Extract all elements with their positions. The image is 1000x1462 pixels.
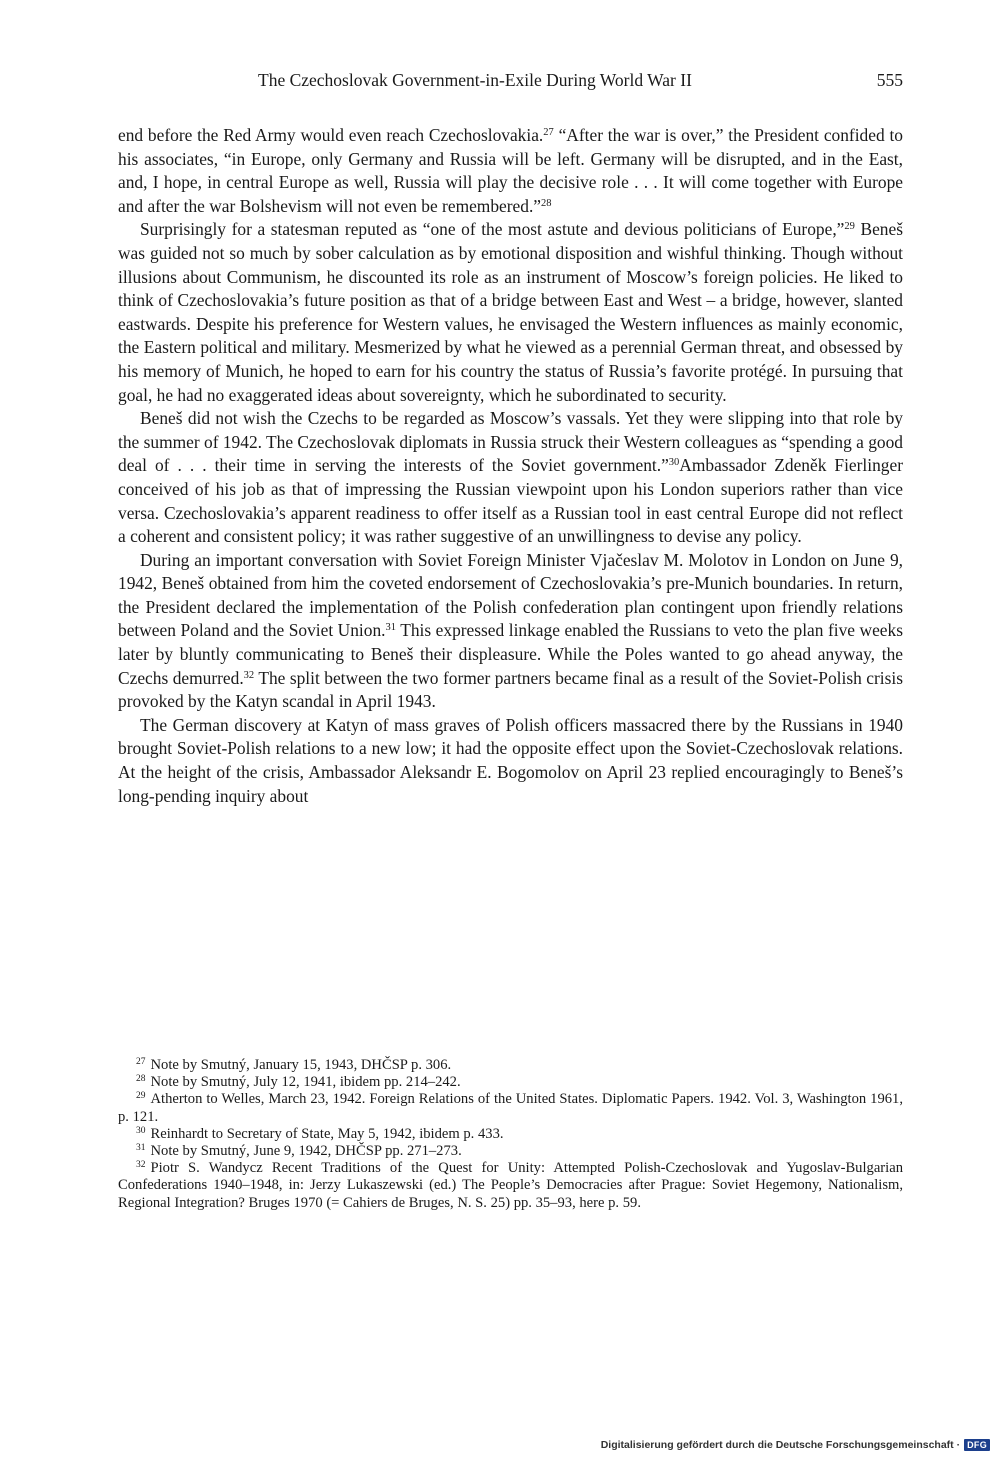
footnote-ref: 28 xyxy=(541,197,552,209)
footnote-ref: 30 xyxy=(668,457,680,469)
footnote-text: Atherton to Welles, March 23, 1942. Foreign Relations of the United States. Diplomatic Papers. 1942. Vol. 3, Washington 1961, p. 121. xyxy=(118,1091,903,1125)
text-segment: end before the Red Army would even reach Czechoslovakia. xyxy=(118,125,544,145)
footnote-number: 29 xyxy=(136,1091,146,1102)
text-segment: The split between the two former partners became final as a result of the Soviet-Polish crisis provoked by the Katyn scandal in April 1943. xyxy=(118,667,903,712)
footnote-text: Note by Smutný, June 9, 1942, DHČSP pp. 271–273. xyxy=(150,1143,462,1160)
paragraph xyxy=(118,407,903,549)
footnote-text: Note by Smutný, January 15, 1943, DHČSP p. 306. xyxy=(150,1057,452,1073)
page-number: 555 xyxy=(876,70,903,90)
footnote-number: 28 xyxy=(136,1074,146,1085)
footnote-text: Note by Smutný, July 12, 1941, ibidem pp. 214–242. xyxy=(150,1074,461,1091)
digitization-credit xyxy=(601,1439,990,1451)
text-segment: Surprisingly for a statesman reputed as “one of the most astute and devious politicians of Europe,” xyxy=(140,219,845,240)
body-text xyxy=(118,124,903,808)
dfg-logo-icon: DFG xyxy=(964,1439,990,1451)
paragraph xyxy=(118,714,903,808)
footnote-number: 32 xyxy=(136,1160,146,1171)
footnote-number: 30 xyxy=(136,1125,146,1136)
text-segment: “After the war is over,” the President confided to his associates, “in Europe, only Germany and Russia will be left. Germany will be disrupted, and in the East, and, I hope, in central Europe as well, Russia will play the decisive role . . . It will come together with Europe and after the war Bolshevism will not even be remembered.” xyxy=(118,125,904,216)
footnote-ref: 27 xyxy=(543,127,554,138)
running-title: The Czechoslovak Government-in-Exile During World War II xyxy=(258,70,692,90)
running-head xyxy=(118,68,903,92)
text-segment: Beneš did not wish the Czechs to be regarded as Moscow’s vassals. Yet they were slipping into that role by the summer of 1942. The Czechoslovak diplomats in Russia struck their Western colleagues as “spending a good deal of . . . their time in serving the interests of the Soviet government.” xyxy=(118,408,903,476)
text-segment: During an important conversation with Soviet Foreign Minister Vjačeslav M. Molotov in London on June 9, 1942, Beneš obtained from him the coveted endorsement of Czechoslovakia’s pre-Munich boundaries. In return, the President declared the implementation of the Polish confederation plan contingent upon friendly relations between Poland and the Soviet Union. xyxy=(118,549,903,641)
footnote-number: 27 xyxy=(136,1057,146,1067)
text-segment: This expressed linkage enabled the Russians to veto the plan five weeks later by bluntly communicating to Beneš their displeasure. While the Poles wanted to go ahead anyway, the Czechs demurred. xyxy=(118,620,903,688)
footnote xyxy=(118,1074,903,1091)
footnote xyxy=(118,1160,903,1212)
credit-text: Digitalisierung gefördert durch die Deutsche Forschungsgemeinschaft · xyxy=(600,1439,961,1451)
footnote-ref: 32 xyxy=(243,669,255,681)
footnote xyxy=(118,1057,903,1074)
paragraph xyxy=(118,549,903,714)
footnote xyxy=(118,1091,903,1125)
text-segment: Ambassador Zdeněk Fierlinger conceived of his job as that of impressing the Russian viewpoint upon his London superiors rather than vice versa. Czechoslovakia’s apparent readiness to offer itself as a Russian tool in east central Europe did not reflect a coherent and consistent policy; it was rather suggestive of an unwillingness to devise any policy. xyxy=(118,455,903,547)
footnote-ref: 31 xyxy=(385,622,396,634)
footnote xyxy=(118,1143,903,1160)
page-content xyxy=(118,0,903,1462)
footnotes xyxy=(118,1057,903,1212)
footnote-text: Reinhardt to Secretary of State, May 5, 1942, ibidem p. 433. xyxy=(150,1125,504,1142)
footnote-ref: 29 xyxy=(844,221,855,233)
paragraph xyxy=(118,218,903,407)
paragraph xyxy=(118,124,903,218)
text-segment: Beneš was guided not so much by sober calculation as by emotional disposition and wishful thinking. Though without illusions about Communism, he discounted its role as an instrument of Moscow’s foreign policies. He liked to think of Czechoslovakia’s future position as that of a bridge between East and West – a bridge, however, slanted eastwards. Despite his preference for Western values, he envisaged the Western influences as mainly economic, the Eastern political and military. Mesmerized by what he viewed as a perennial German threat, and obsessed by his memory of Munich, he hoped to earn for his country the status of Russia’s favorite protégé. In pursuing that goal, he had no exaggerated ideas about sovereignty, which he subordinated to security. xyxy=(118,219,903,405)
footnote-number: 31 xyxy=(136,1143,146,1154)
footnote-text: Piotr S. Wandycz Recent Traditions of the Quest for Unity: Attempted Polish-Czechoslovak and Yugoslav-Bulgarian Confederations 1940–1948, in: Jerzy Lukaszewski (ed.) The People’s Democracies after Prague: Soviet Hegemony, Nationalism, Regional Integration? Bruges 1970 (= Cahiers de Bruges, N. S. 25) pp. 35–93, here p. 59. xyxy=(118,1160,903,1211)
text-segment: The German discovery at Katyn of mass graves of Polish officers massacred there by the Russians in 1940 brought Soviet-Polish relations to a new low; it had the opposite effect upon the Soviet-Czechoslovak relations. At the height of the crisis, Ambassador Aleksandr E. Bogomolov on April 23 replied encouragingly to Beneš’s long-pending inquiry about xyxy=(118,714,903,806)
footnote xyxy=(118,1126,903,1143)
